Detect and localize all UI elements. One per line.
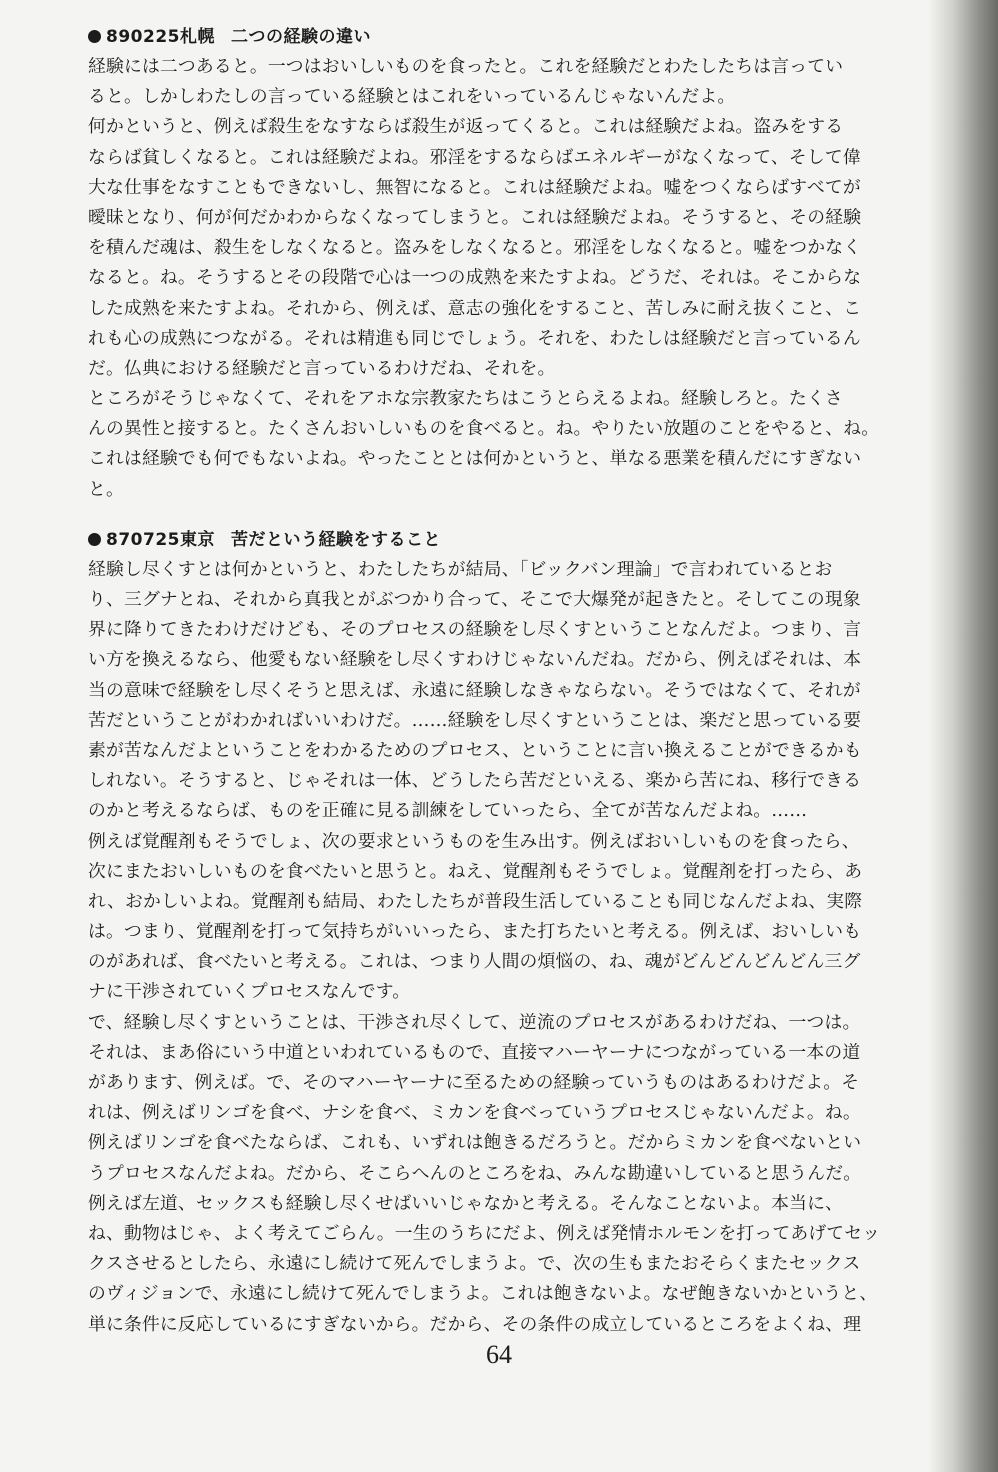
text-line: それは、まあ俗にいう中道といわれているもので、直接マハーヤーナにつながっている一本の道 [88, 1041, 861, 1063]
text-line: ね、動物はじゃ、よく考えてごらん。一生のうちにだよ、例えば発情ホルモンを打ってあげてセッ [88, 1222, 881, 1244]
text-line: を積んだ魂は、殺生をしなくなると。盗みをしなくなると。邪淫をしなくなると。嘘をつかなく [88, 237, 862, 259]
text-line: だ。仏典における経験だと言っているわけだね、それを。 [88, 357, 556, 379]
text-line: のがあれば、食べたいと考える。これは、つまり人間の煩悩の、ね、魂がどんどんどんどん三グ [88, 951, 861, 973]
page-number: 64 [486, 1340, 512, 1369]
bullet-icon [88, 30, 101, 43]
text-line: ところがそうじゃなくて、それをアホな宗教家たちはこうとらえるよね。経験しろと。たくさ [88, 388, 843, 410]
text-line: 次にまたおいしいものを食べたいと思うと。ねえ、覚醒剤もそうでしょ。覚醒剤を打ったら、あ [88, 860, 863, 882]
text-line: ると。しかしわたしの言っている経験とはこれをいっているんじゃないんだよ。 [88, 86, 736, 108]
text-line: い方を換えるなら、他愛もない経験をし尽くすわけじゃないんだね。だから、例えばそれは、本 [88, 649, 862, 671]
text-line: と。 [88, 478, 124, 500]
text-line: のヴィジョンで、永遠にし続けて死んでしまうよ。これは飽きないよ。なぜ飽きないかというと、 [88, 1283, 878, 1305]
section-890225 [88, 22, 930, 505]
section-heading [88, 525, 930, 555]
section-title: 苦だという経験をすること [230, 529, 441, 550]
text-line: 界に降りてきたわけだけども、そのプロセスの経験をし尽くすということなんだよ。つまり、言 [88, 619, 862, 641]
text-line: 何かというと、例えば殺生をなすならば殺生が返ってくると。これは経験だよね。盗みをする [88, 116, 844, 138]
text-line: 当の意味で経験をし尽くそうと思えば、永遠に経験しなきゃならない。そうではなくて、それが [88, 679, 861, 701]
section-place: 札幌 [179, 27, 215, 47]
section-id: 870725 [106, 529, 180, 550]
text-line: り、三グナとね、それから真我とがぶつかり合って、そこで大爆発が起きたと。そしてこの現象 [88, 589, 861, 610]
section-place: 東京 [179, 529, 215, 550]
section-id: 890225 [106, 27, 180, 47]
text-line: れは、例えばリンゴを食べ、ナシを食べ、ミカンを食べっていうプロセスじゃないんだよ。ね。 [88, 1102, 861, 1124]
text-line: れ、おかしいよね。覚醒剤も結局、わたしたちが普段生活していることも同じなんだよね、実際 [88, 890, 863, 912]
text-line: れも心の成熟につながる。それは精進も同じでしょう。それを、わたしは経験だと言っているん [88, 327, 861, 349]
text-line: 単に条件に反応しているにすぎないから。だから、その条件の成立しているところをよくね、理 [88, 1313, 862, 1335]
text-line: ナに干渉されていくプロセスなんです。 [88, 981, 411, 1003]
text-line: しれない。そうすると、じゃそれは一体、どうしたら苦だといえる、楽から苦にね、移行できる [88, 770, 862, 792]
text-line: んの異性と接すると。たくさんおいしいものを食べると。ね。やりたい放題のことをやると、ね。 [88, 418, 880, 440]
text-line: 例えば左道、セックスも経験し尽くせばいいじゃなかと考える。そんなことないよ。本当に、 [88, 1192, 844, 1214]
text-line: ならば貧しくなると。これは経験だよね。邪淫をするならばエネルギーがなくなって、そして偉 [88, 146, 861, 168]
text-line: のかと考えるならば、ものを正確に見る訓練をしていったら、全てが苦なんだよね。…… [88, 800, 808, 822]
text-line: 素が苦なんだよということをわかるためのプロセス、ということに言い換えることができるかも [88, 739, 862, 761]
text-line: うプロセスなんだよね。だから、そこらへんのところをね、みんな勘違いしていると思うんだ。 [88, 1162, 862, 1184]
text-line: は。つまり、覚醒剤を打って気持ちがいいったら、また打ちたいと考える。例えば、おいしいも [88, 921, 862, 943]
text-line: これは経験でも何でもないよね。やったこととは何かというと、単なる悪業を積んだにすぎない [88, 448, 862, 470]
text-line: 例えばリンゴを食べたならば、これも、いずれは飽きるだろうと。だからミカンを食べないとい [88, 1132, 862, 1154]
text-line: で、経験し尽くすということは、干渉され尽くして、逆流のプロセスがあるわけだね、一つは。 [88, 1011, 861, 1033]
section-text [88, 555, 930, 1340]
text-line: 経験には二つあると。一つはおいしいものを食ったと。これを経験だとわたしたちは言ってい [88, 56, 844, 77]
text-line: があります、例えば。で、そのマハーヤーナに至るための経験っていうものはあるわけだよ。そ [88, 1072, 860, 1093]
text-line: 曖昧となり、何が何だかわからなくなってしまうと。これは経験だよね。そうすると、その経験 [88, 206, 862, 228]
text-line: なると。ね。そうするとその段階で心は一つの成熟を来たすよね。どうだ、それは。そこからな [88, 267, 862, 289]
bullet-icon [88, 533, 101, 546]
text-line: 経験し尽くすとは何かというと、わたしたちが結局、「ビックバン理論」で言われているとお [88, 558, 833, 580]
text-line: した成熟を来たすよね。それから、例えば、意志の強化をすること、苦しみに耐え抜くこと、こ [88, 297, 862, 319]
section-title: 二つの経験の違い [230, 27, 371, 47]
section-870725 [88, 525, 930, 1340]
text-line: 苦だということがわかればいいわけだ。……経験をし尽くすということは、楽だと思っている要 [88, 709, 862, 731]
text-line: クスさせるとしたら、永遠にし続けて死んでしまうよ。で、次の生もまたおそらくまたセックス [88, 1253, 861, 1275]
book-spine-shadow [928, 0, 998, 1472]
text-line: 大な仕事をなすこともできないし、無智になると。これは経験だよね。嘘をつくならばすべてが [88, 176, 861, 198]
section-text [88, 52, 930, 505]
text-line: 例えば覚醒剤もそうでしょ、次の要求というものを生み出す。例えばおいしいものを食ったら、 [88, 830, 860, 852]
page-body [88, 22, 930, 1340]
section-heading [88, 22, 930, 52]
